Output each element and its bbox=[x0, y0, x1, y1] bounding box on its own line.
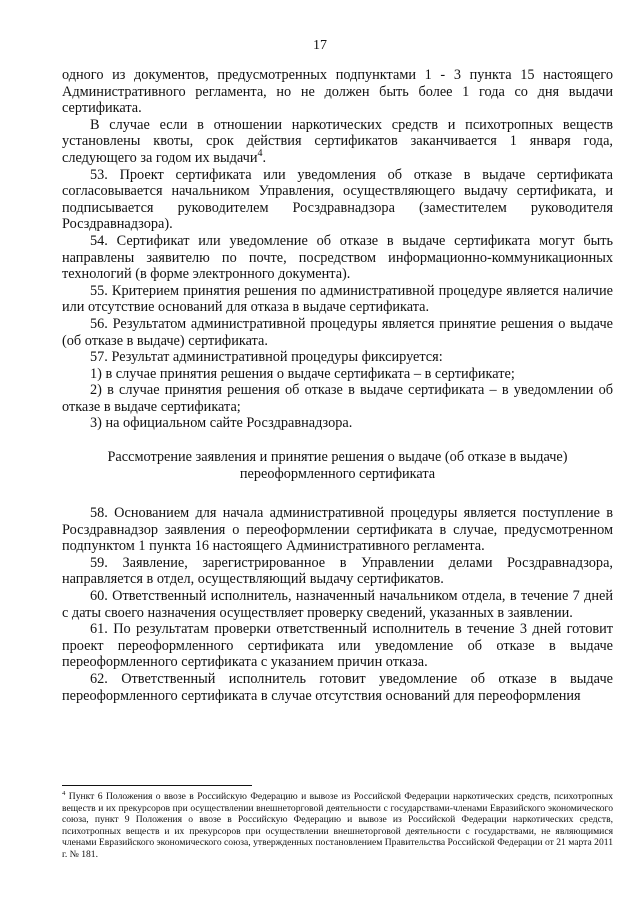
list-item-57-3: 3) на официальном сайте Росздравнадзора. bbox=[90, 415, 353, 432]
list-item-57-1: 1) в случае принятия решения о выдаче сертификата – в сертификате; bbox=[90, 365, 515, 382]
footnote-marker: 4 bbox=[62, 789, 66, 797]
paragraph-56: 56. Результатом административной процедуры является принятие решения о выдаче (об отказе в выдаче) сертификата. bbox=[62, 315, 613, 349]
paragraph-quota bbox=[62, 117, 613, 167]
paragraph-continuation: одного из документов, предусмотренных подпунктами 1 - 3 пункта 15 настоящего Административного регламента, но не должен быть более 1 года со дня выдачи сертификата. bbox=[62, 67, 613, 117]
paragraph-62: 62. Ответственный исполнитель готовит уведомление об отказе в выдаче переоформленного сертификата в случае отсутствия оснований для переоформления bbox=[62, 671, 613, 704]
footnote-reference: 4 bbox=[257, 148, 263, 160]
paragraph-quota-tail: . bbox=[262, 149, 267, 166]
list-item-57-2: 2) в случае принятия решения об отказе в выдаче сертификата – в уведомлении об отказе в выдаче сертификата; bbox=[62, 382, 613, 415]
footnote-text bbox=[62, 791, 613, 861]
paragraph-54: 54. Сертификат или уведомление об отказе в выдаче сертификата могут быть направлены заявителю по почте, посредством информационно-коммуникационных технологий (в форме электронного документа). bbox=[62, 232, 613, 283]
paragraph-61: 61. По результатам проверки ответственный исполнитель в течение 3 дней готовит проект переоформленного сертификата или уведомление об отказе в выдаче переоформленного сертификата с указанием причин отказа. bbox=[62, 621, 613, 671]
paragraph-60: 60. Ответственный исполнитель, назначенный начальником отдела, в течение 7 дней с даты своего назначения осуществляет проверку сведений, указанных в заявлении. bbox=[62, 588, 613, 621]
paragraph-55: 55. Критерием принятия решения по административной процедуре является наличие или отсутствие оснований для отказа в выдаче сертификата. bbox=[62, 282, 613, 316]
paragraph-quota-text: В случае если в отношении наркотических средств и психотропных веществ установлены квоты, срок действия сертификатов заканчивается 1 января года, следующего за годом их выдачи bbox=[62, 116, 613, 166]
footnote bbox=[62, 791, 613, 861]
section-heading-line-1: Рассмотрение заявления и принятие решения о выдаче (об отказе в выдаче) bbox=[107, 449, 568, 466]
document-body bbox=[62, 67, 613, 704]
section-heading-line-2: переоформленного сертификата bbox=[239, 466, 436, 483]
footnote-separator bbox=[62, 785, 252, 786]
paragraph-53: 53. Проект сертификата или уведомления об отказе в выдаче сертификата согласовывается начальником Управления, осуществляющего выдачу сертификата, и подписывается руководителем Росздравнадзора (заместителем руководителя Росздравнадзора). bbox=[62, 166, 613, 233]
paragraph-59: 59. Заявление, зарегистрированное в Управлении делами Росздравнадзора, направляется в отдел, осуществляющий выдачу сертификатов. bbox=[62, 554, 613, 588]
paragraph-57: 57. Результат административной процедуры фиксируется: bbox=[90, 349, 443, 366]
section-heading bbox=[82, 449, 593, 483]
footnote-body: Пункт 6 Положения о ввозе в Российскую Федерацию и вывозе из Российской Федерации наркотических средств, психотропных веществ и их прекурсоров при осуществлении внешнеторговой деятельности с государствами-членами Евразийского экономического союза, пункт 9 Положения о ввозе в Российскую Федерацию и вывозе из Российской Федерации наркотических средств, психотропных веществ и их прекурсоров при осуществлении внешнеторговой деятельности с государствами, не являющимися членами Евразийского экономического союза, утвержденных постановлением Правительства Российской Федерации от 21 марта 2011 г. № 181. bbox=[62, 791, 613, 860]
paragraph-58: 58. Основанием для начала административной процедуры является поступление в Росздравнадзор заявления о переоформлении сертификата в случае, предусмотренном подпунктом 1 пункта 16 настоящего Административного регламента. bbox=[62, 505, 613, 555]
page-number: 17 bbox=[313, 38, 327, 53]
